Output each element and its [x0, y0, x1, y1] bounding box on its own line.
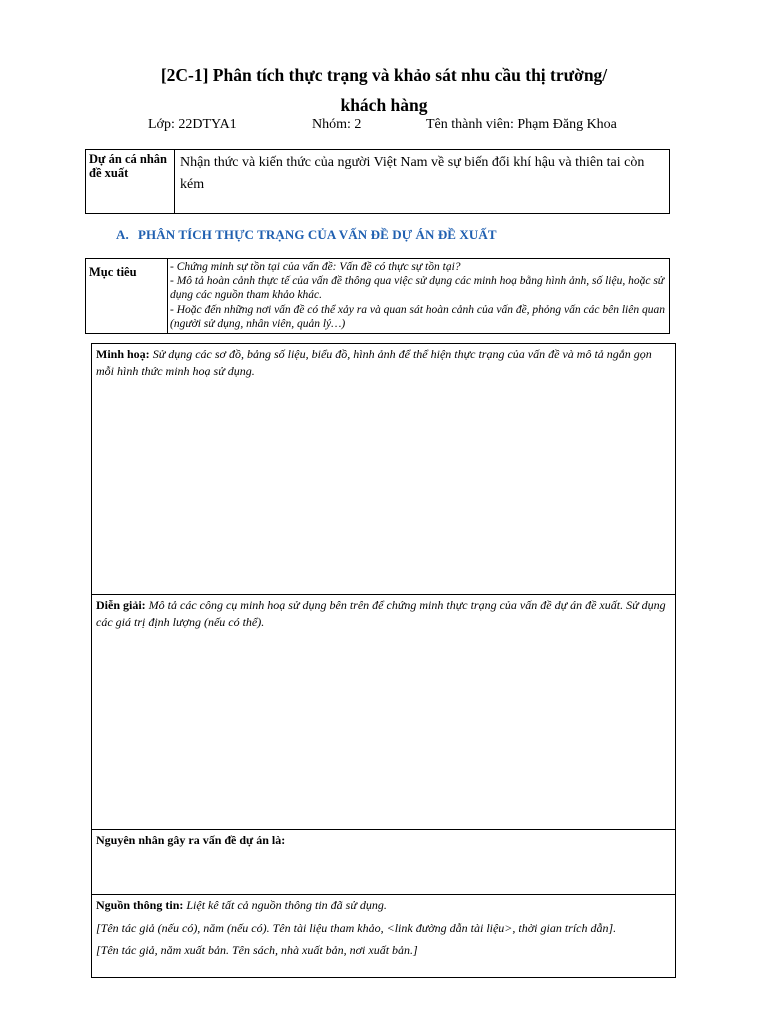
- project-label: Dự án cá nhân đề xuất: [86, 150, 175, 214]
- class-field: Lớp: 22DTYA1: [148, 117, 237, 132]
- page-title-line-2: khách hàng: [340, 95, 428, 115]
- cause-label: Nguyên nhân gây ra vấn đề dự án là:: [96, 833, 286, 847]
- sources-label: Nguồn thông tin:: [96, 898, 184, 912]
- objective-content: [168, 259, 670, 334]
- illustration-label: Minh hoạ:: [96, 347, 150, 361]
- objective-line: - Hoặc đến những nơi vấn đề có thể xảy ra và quan sát hoàn cảnh của vấn đề, phỏng vấn các bên liên quan (người sử dụng, nhân viên, quản lý…): [170, 303, 665, 330]
- section-a-title: PHÂN TÍCH THỰC TRẠNG CỦA VẤN ĐỀ DỰ ÁN ĐỀ XUẤT: [138, 227, 497, 242]
- project-table: [85, 149, 670, 214]
- sources-box[interactable]: [91, 894, 676, 978]
- objective-table: [85, 258, 670, 334]
- project-description[interactable]: Nhận thức và kiến thức của người Việt Nam về sự biến đổi khí hậu và thiên tai còn kém: [175, 150, 670, 214]
- section-a-number: A.: [116, 227, 129, 242]
- sources-format-line: [Tên tác giả (nếu có), năm (nếu có). Tên tài liệu tham khảo, <link đường dẫn tài liệu>, thời gian trích dẫn].: [96, 920, 617, 935]
- page-title-line-1: [2C-1] Phân tích thực trạng và khảo sát nhu cầu thị trường/: [160, 65, 608, 85]
- explanation-instruction: Mô tả các công cụ minh hoạ sử dụng bên trên để chứng minh thực trạng của vấn đề dự án đề xuất. Sử dụng các giá trị định lượng (nếu có thể).: [96, 598, 666, 629]
- section-a-heading: [116, 227, 497, 243]
- explanation-label: Diễn giải:: [96, 598, 146, 612]
- explanation-text: [92, 595, 675, 630]
- illustration-box[interactable]: [91, 343, 676, 595]
- sources-instruction: Liệt kê tất cả nguồn thông tin đã sử dụng.: [186, 898, 387, 912]
- cause-text: [92, 830, 675, 849]
- objective-label: Mục tiêu: [86, 259, 168, 334]
- objective-line: - Chứng minh sự tồn tại của vấn đề: Vấn đề có thực sự tồn tại?: [170, 261, 461, 273]
- sources-format-line: [Tên tác giả, năm xuất bản. Tên sách, nhà xuất bản, nơi xuất bản.]: [96, 942, 418, 957]
- page-title: [84, 60, 684, 120]
- group-field: Nhóm: 2: [312, 117, 362, 132]
- objective-line: - Mô tả hoàn cảnh thực tế của vấn đề thông qua việc sử dụng các minh hoạ bằng hình ảnh, số liệu, hoặc sử dụng các nguồn tham khảo khác.: [170, 275, 665, 302]
- explanation-box[interactable]: [91, 594, 676, 830]
- cause-box[interactable]: [91, 829, 676, 895]
- illustration-instruction: Sử dụng các sơ đồ, bảng số liệu, biểu đồ, hình ảnh để thể hiện thực trạng của vấn đề và mô tả ngắn gọn mỗi hình thức minh hoạ sử dụng.: [96, 347, 652, 378]
- member-field: Tên thành viên: Phạm Đăng Khoa: [426, 117, 617, 132]
- sources-text: [92, 895, 675, 914]
- illustration-text: [92, 344, 675, 379]
